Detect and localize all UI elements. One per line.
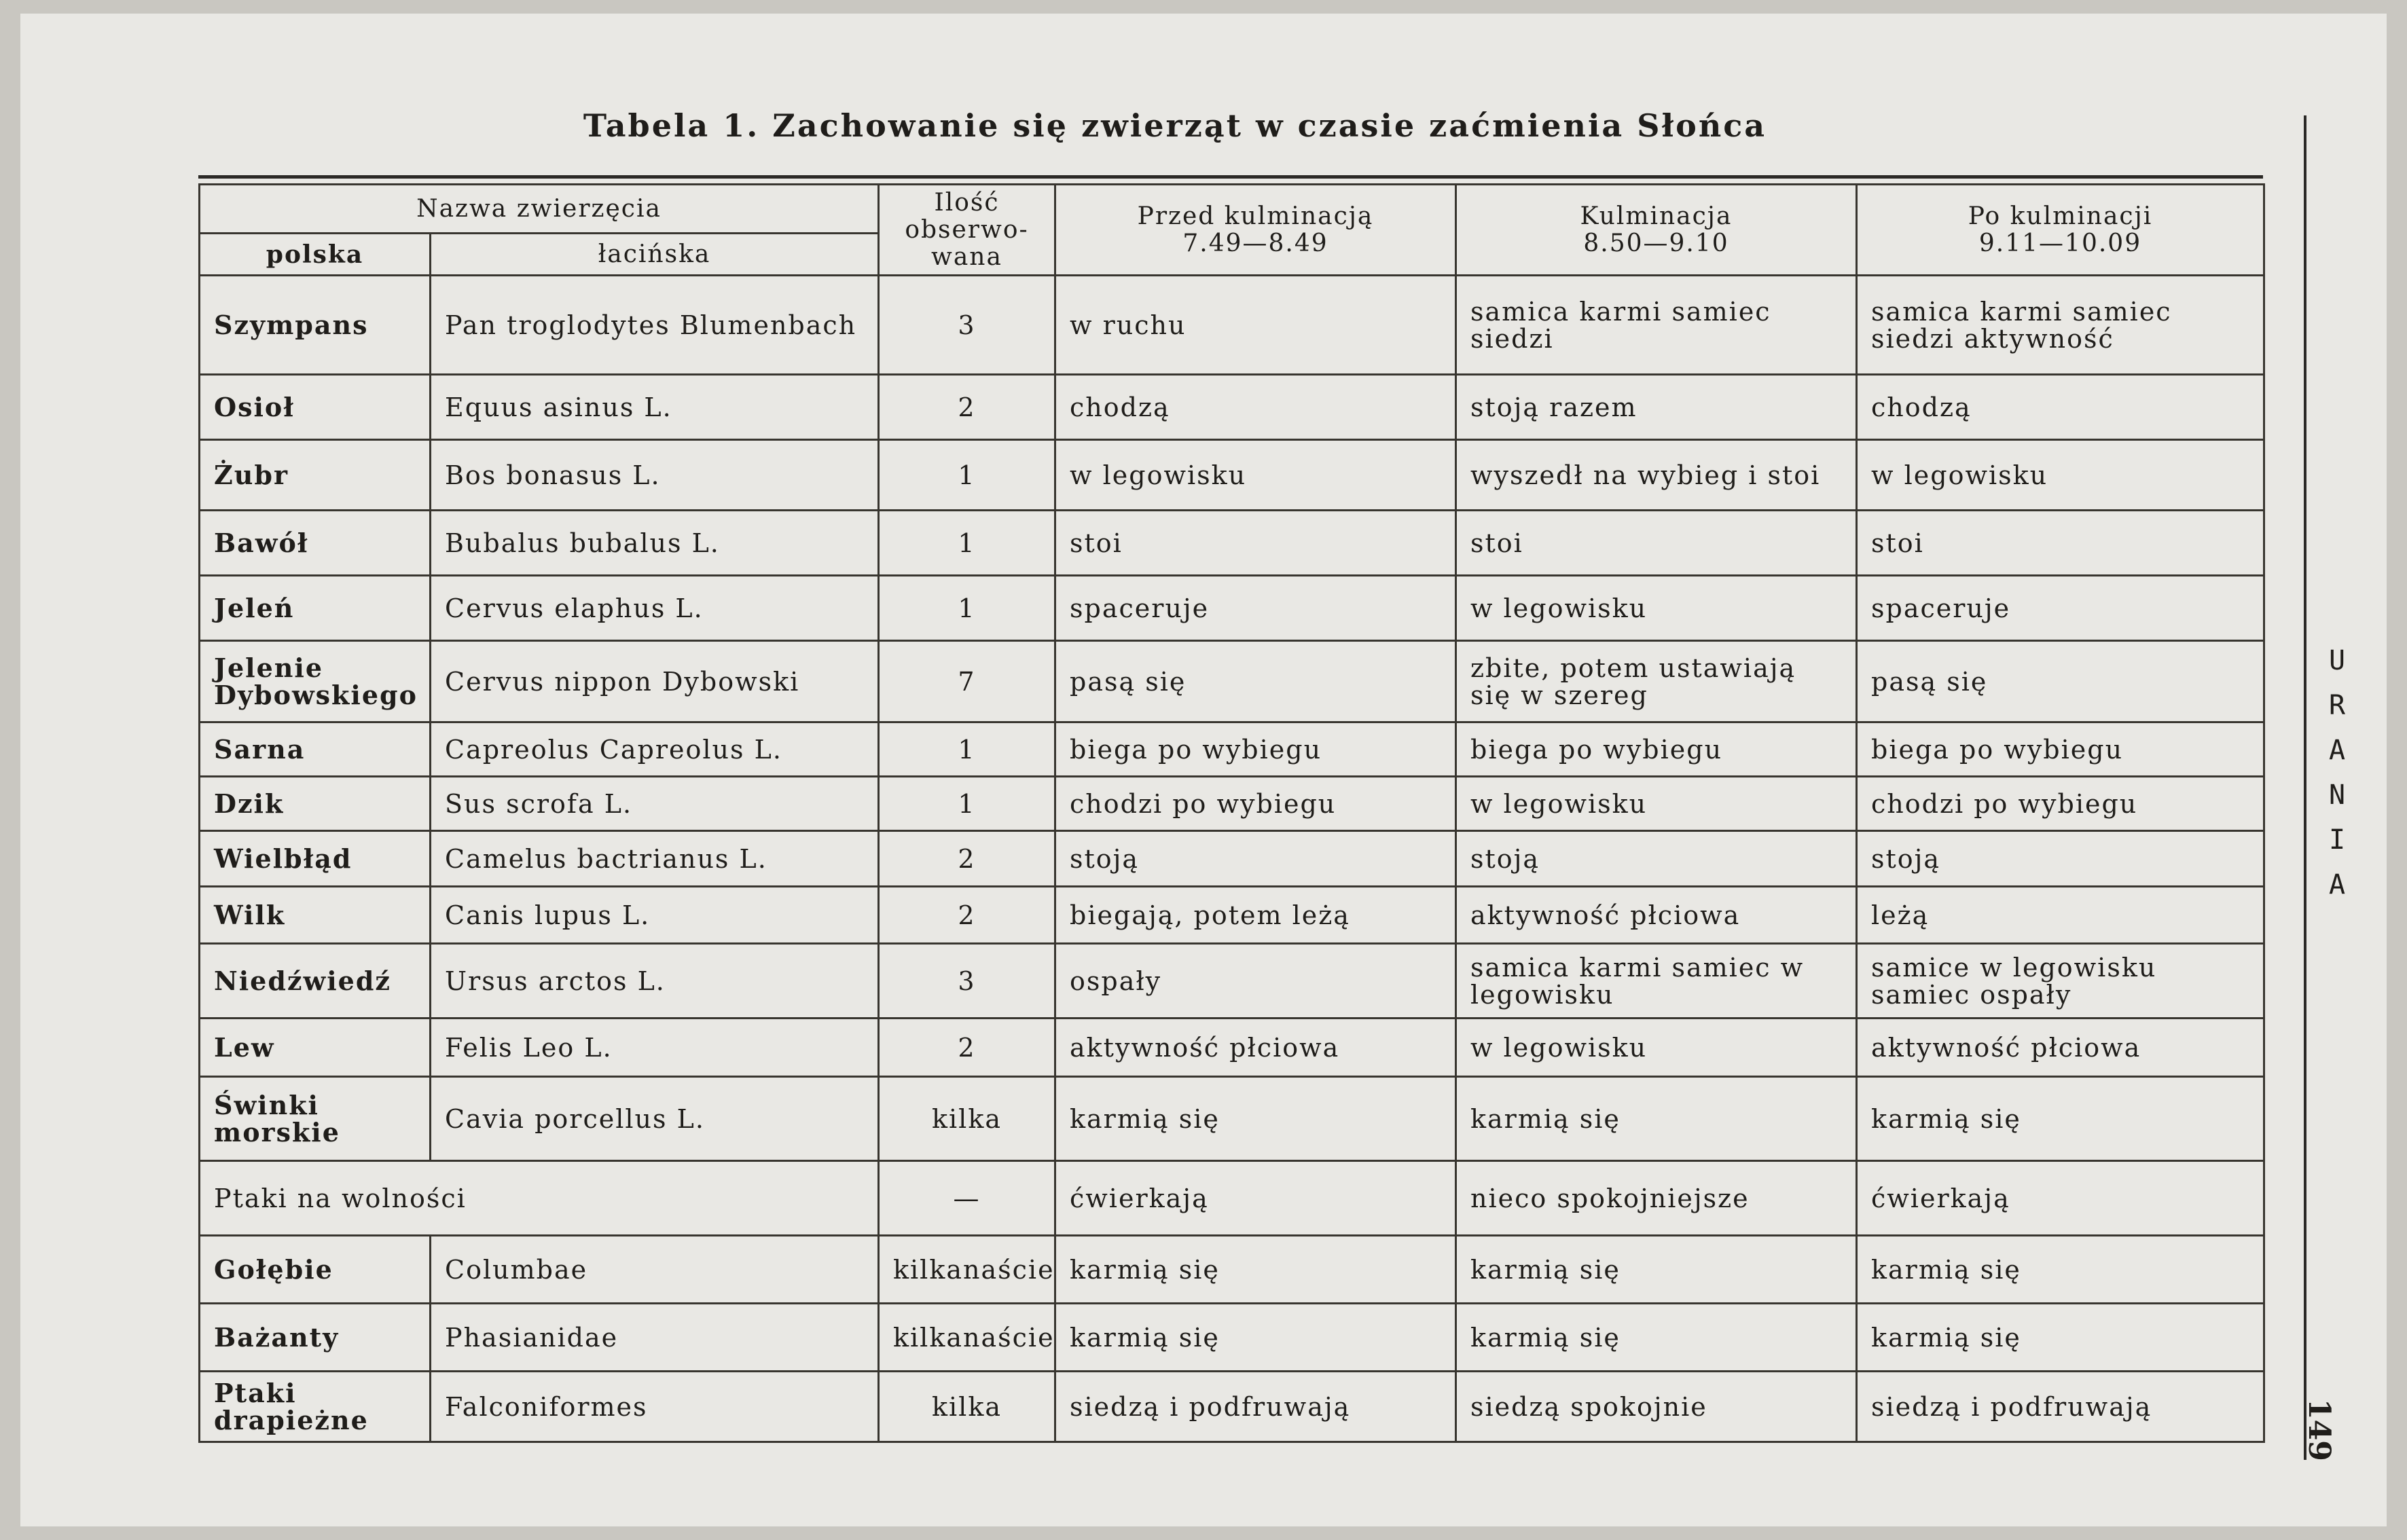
side-letter: A [2328,869,2365,900]
cell-culm: w legowisku [1456,777,1857,831]
cell-before: biega po wybiegu [1055,722,1456,777]
cell-polish: Wielbłąd [200,831,431,887]
cell-culm: karmią się [1456,1236,1857,1304]
cell-count: 1 [879,511,1055,576]
cell-latin: Equus asinus L. [431,375,879,440]
cell-before: ćwierkają [1055,1161,1456,1236]
cell-latin: Canis lupus L. [431,887,879,944]
cell-polish: Sarna [200,722,431,777]
table-row [200,276,2264,375]
cell-latin: Falconiformes [431,1372,879,1442]
cell-count: kilka [879,1077,1055,1161]
header-culm-time: 8.50—9.10 [1583,229,1729,257]
cell-before: ospały [1055,944,1456,1019]
table-row [200,831,2264,887]
table-row [200,440,2264,511]
cell-polish: Bawół [200,511,431,576]
table-row [200,576,2264,641]
cell-polish: Świnki morskie [200,1077,431,1161]
cell-after: stoją [1857,831,2264,887]
cell-after: ćwierkają [1857,1161,2264,1236]
cell-polish: Osioł [200,375,431,440]
cell-polish: Ptaki drapieżne [200,1372,431,1442]
header-latin: łacińska [431,234,879,276]
side-letter: I [2328,824,2365,856]
cell-before: aktywność płciowa [1055,1019,1456,1077]
cell-before: siedzą i podfruwają [1055,1372,1456,1442]
cell-count: 3 [879,276,1055,375]
cell-polish: Dzik [200,777,431,831]
cell-after: samica karmi samiec siedzi aktywność [1857,276,2264,375]
cell-culm: nieco spokojniejsze [1456,1161,1857,1236]
cell-before: karmią się [1055,1236,1456,1304]
cell-count: 2 [879,831,1055,887]
cell-polish: Żubr [200,440,431,511]
cell-culm: w legowisku [1456,576,1857,641]
cell-before: karmią się [1055,1304,1456,1372]
cell-after: samice w legowisku samiec ospały [1857,944,2264,1019]
cell-latin: Sus scrofa L. [431,777,879,831]
cell-culm: siedzą spokojnie [1456,1372,1857,1442]
cell-culm: samica karmi samiec w legowisku [1456,944,1857,1019]
cell-after: w legowisku [1857,440,2264,511]
cell-culm: stoją [1456,831,1857,887]
header-name-group: Nazwa zwierzęcia [200,185,879,234]
cell-count: 1 [879,576,1055,641]
cell-latin: Bos bonasus L. [431,440,879,511]
cell-count: 2 [879,1019,1055,1077]
cell-polish: Niedźwiedź [200,944,431,1019]
page [20,14,2387,1526]
cell-polish: Wilk [200,887,431,944]
cell-count: — [879,1161,1055,1236]
table-row [200,944,2264,1019]
cell-after: leżą [1857,887,2264,944]
cell-count: 1 [879,440,1055,511]
cell-latin: Capreolus Capreolus L. [431,722,879,777]
cell-culm: wyszedł na wybieg i stoi [1456,440,1857,511]
cell-polish: Jelenie Dybowskiego [200,641,431,722]
header-after [1857,185,2264,276]
cell-count: 2 [879,887,1055,944]
cell-latin: Bubalus bubalus L. [431,511,879,576]
cell-count: kilkanaście [879,1304,1055,1372]
right-margin-rule [2304,115,2306,1460]
side-letter: R [2328,690,2365,721]
table-row [200,722,2264,777]
cell-before: spaceruje [1055,576,1456,641]
table-row [200,887,2264,944]
cell-culm: karmią się [1456,1077,1857,1161]
cell-polish: Szympans [200,276,431,375]
cell-after: pasą się [1857,641,2264,722]
cell-after: siedzą i podfruwają [1857,1372,2264,1442]
side-letter: U [2328,645,2365,676]
header-after-label: Po kulminacji [1968,202,2153,230]
table-row [200,375,2264,440]
cell-latin: Cervus nippon Dybowski [431,641,879,722]
cell-before: w ruchu [1055,276,1456,375]
journal-name-vertical [2326,638,2367,907]
cell-after: stoi [1857,511,2264,576]
header-after-time: 9.11—10.09 [1978,229,2142,257]
cell-latin: Columbae [431,1236,879,1304]
header-culm-label: Kulminacja [1580,202,1733,230]
cell-polish: Lew [200,1019,431,1077]
cell-culm: samica karmi samiec siedzi [1456,276,1857,375]
cell-after: chodzą [1857,375,2264,440]
table-row [200,511,2264,576]
cell-after: karmią się [1857,1304,2264,1372]
cell-polish: Jeleń [200,576,431,641]
cell-polish-span: Ptaki na wolności [200,1161,879,1236]
cell-latin: Ursus arctos L. [431,944,879,1019]
header-culm [1456,185,1857,276]
cell-latin: Cavia porcellus L. [431,1077,879,1161]
cell-count: 3 [879,944,1055,1019]
page-number: 149 [2302,1399,2336,1461]
table-row [200,1019,2264,1077]
table-row [200,1077,2264,1161]
cell-after: spaceruje [1857,576,2264,641]
cell-culm: karmią się [1456,1304,1857,1372]
cell-before: chodzi po wybiegu [1055,777,1456,831]
table-row [200,1236,2264,1304]
table-row [200,1372,2264,1442]
table-row [200,1161,2264,1236]
cell-culm: w legowisku [1456,1019,1857,1077]
cell-culm: zbite, potem ustawiają się w szereg [1456,641,1857,722]
cell-latin: Cervus elaphus L. [431,576,879,641]
cell-after: karmią się [1857,1236,2264,1304]
cell-culm: stoją razem [1456,375,1857,440]
cell-before: pasą się [1055,641,1456,722]
header-count: Ilość obserwo-wana [879,185,1055,276]
cell-count: 1 [879,777,1055,831]
header-polish: polska [200,234,431,276]
cell-polish: Bażanty [200,1304,431,1372]
table-row [200,777,2264,831]
cell-after: chodzi po wybiegu [1857,777,2264,831]
observation-table [198,183,2265,1443]
table-row [200,641,2264,722]
side-letter: A [2328,735,2365,766]
cell-count: 2 [879,375,1055,440]
cell-before: stoją [1055,831,1456,887]
cell-before: stoi [1055,511,1456,576]
cell-polish: Gołębie [200,1236,431,1304]
table-title: Tabela 1. Zachowanie się zwierząt w czasie zaćmienia Słońca [583,107,1767,144]
cell-after: biega po wybiegu [1857,722,2264,777]
cell-latin: Phasianidae [431,1304,879,1372]
side-letter: N [2328,780,2365,811]
cell-latin: Felis Leo L. [431,1019,879,1077]
cell-count: 1 [879,722,1055,777]
cell-before: biegają, potem leżą [1055,887,1456,944]
cell-after: aktywność płciowa [1857,1019,2264,1077]
header-before-label: Przed kulminacją [1137,202,1374,230]
cell-culm: stoi [1456,511,1857,576]
cell-before: chodzą [1055,375,1456,440]
header-before [1055,185,1456,276]
top-rule [198,175,2263,179]
cell-culm: aktywność płciowa [1456,887,1857,944]
cell-after: karmią się [1857,1077,2264,1161]
header-before-time: 7.49—8.49 [1182,229,1328,257]
cell-count: 7 [879,641,1055,722]
table-row [200,1304,2264,1372]
cell-before: karmią się [1055,1077,1456,1161]
cell-count: kilkanaście [879,1236,1055,1304]
cell-culm: biega po wybiegu [1456,722,1857,777]
cell-before: w legowisku [1055,440,1456,511]
cell-count: kilka [879,1372,1055,1442]
table-container [198,183,2263,1443]
cell-latin: Camelus bactrianus L. [431,831,879,887]
cell-latin: Pan troglodytes Blumenbach [431,276,879,375]
